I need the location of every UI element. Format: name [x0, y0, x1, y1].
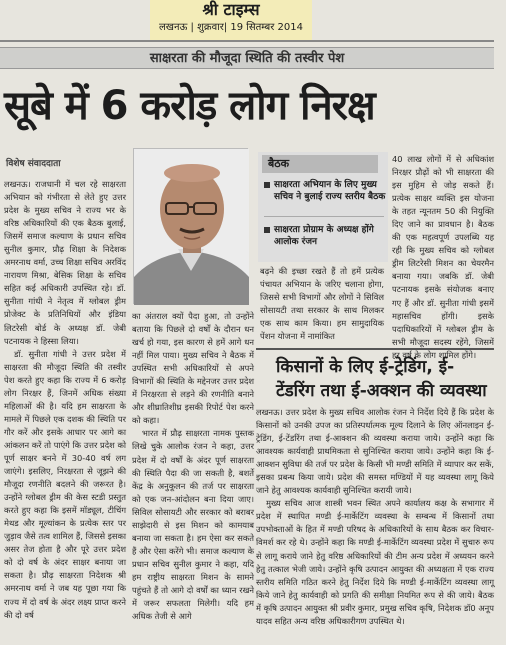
article-paragraph: भारत में प्रौढ़ साक्षरता नामक पुस्तक लिखे चुके आलोक रंजन ने कहा, उत्तर प्रदेश में दो वर्षों के अंदर पूर्ण साक्षरता की स्थिति पैदा की जा सकती है, बशर्ते केंद्र के अनुकूलन की तर्ज पर साक्षरता को एक जन-आंदोलन बना दिया जाए। सिविल सोसायटी और सरकार को बराबर साझेदारी से इस मिशन को कामयाब बनाया जा सकता है। हम ऐसा कर सकते हैं और ऐसा करेंगे भी। समाज कल्याण के प्रधान सचिव सुनील कुमार ने कहा, यदि हम राष्ट्रीय साक्षरता मिशन के सामने पहुंचते हैं तो आगे दो वर्षों का ध्यान रखने में जरूर सफलता मिलेगी। यदि हम अधिक तेजी से आगे: [132, 428, 254, 622]
newspaper-name: श्री टाइम्स: [202, 0, 260, 19]
second-story-headline-line: किसानों के लिए ई-ट्रेडिंग, ई-: [276, 357, 455, 377]
portrait-photo: [133, 148, 248, 304]
article-paragraph: लखनऊ। राजधानी में चल रहे साक्षरता अभियान को गंभीरता से लेते हुए उत्तर प्रदेश के मुख्य सचिव ने राज्य भर के वरिष्ठ अधिकारियों की एक बैठक बुलाई, जिसमें समाज कल्याण के प्रधान सचिव सुनील कुमार, प्रौढ़ शिक्षा के निदेशक अमरनाथ वर्मा, उच्च शिक्षा सचिव अरविंद नारायण मिश्रा, बेसिक शिक्षा के सचिव सहित कई अधिकारी उपस्थित रहे। डॉ. सुनीता गांधी ने नेतृत्व में ग्लोबल ड्रीम प्रोजेक्ट के प्रतिनिधियों और इंडिया लिटरेसी बोर्ड के अध्यक्ष डॉ. जेबी पटनायक ने हिस्सा लिया।: [4, 179, 126, 346]
sidebar-bullet-item: साक्षरता प्रोग्राम के अध्यक्ष होंगे आलोक रंजन: [264, 224, 386, 248]
newspaper-masthead: [150, 0, 312, 40]
second-story-body: [256, 406, 494, 645]
top-rule: [0, 40, 494, 42]
article-column-3: [260, 265, 384, 348]
second-story-headline-line: टेंडरिंग तथा ई-अक्शन की व्यवस्था: [276, 381, 487, 401]
portrait-figure: [134, 149, 249, 305]
sidebar-summary-box: [258, 152, 388, 262]
dateline: लखनऊ | शुक्रवार| 19 सितम्बर 2014: [159, 22, 303, 33]
story-subhead: साक्षरता की मौजूदा स्थिति की तस्वीर पेश: [0, 47, 494, 69]
sidebar-divider: [264, 216, 384, 217]
article-paragraph: 40 लाख लोगों में से अधिकांश निरक्षर प्रौढ़ों को भी साक्षरता की इस मुहिम से जोड़ सकते हैं। प्रत्येक साक्षर व्यक्ति इस योजना के तहत न्यूनतम 50 की नियुक्ति दिए जाने का प्रावधान है। बैठक की एक महत्वपूर्ण उपलब्धि यह रही कि मुख्य सचिव को ग्लोबल ड्रीम लिटरेसी मिशन का चेयरमैन बनाया गया। जबकि डॉ. जेबी पटनायक इसके संयोजक बनाए गए हैं और डॉ. सुनीता गांधी इसमें महासचिव होंगी। इसके पदाधिकारियों में ग्लोबल ड्रीम के सभी मौजूदा सदस्य रहेंगे, जिसमें हर वर्ष के लोग शामिल होंगे।: [392, 154, 494, 360]
article-paragraph: लखनऊ। उत्तर प्रदेश के मुख्य सचिव आलोक रंजन ने निर्देश दिये हैं कि प्रदेश के किसानों को उनकी उपज का प्रतिस्पर्धात्मक मूल्य दिलाने के लिए ऑनलाइन ई-ट्रेडिंग, ई-टेंडरिंग तथा ई-आक्शन की व्यवस्था कराया जाये। उन्होंने कहा कि आवश्यक कार्यवाही प्राथमिकता से सुनिश्चित कराया जाये। उन्होंने कहा कि ई-आक्शन सुविधा की तर्ज पर प्रदेश के किसी भी मण्डी समिति में व्यापार कर सकें, इसका प्रबन्ध किया जाये। प्रदेश की समस्त मण्डियों में यह व्यवस्था लागू किये जाने हेतु आवश्यक कार्यवाही सुनिश्चित करायी जाये।: [256, 407, 494, 496]
article-column-1: [4, 178, 126, 643]
article-column-4: [392, 153, 494, 360]
article-paragraph: डॉ. सुनीता गांधी ने उत्तर प्रदेश में साक्षरता की मौजूदा स्थिति की तस्वीर पेश करते हुए कहा कि राज्य में 6 करोड़ लोग निरक्षर हैं, जिनमें अधिक संख्या महिलाओं की है। यदि हम साक्षरता के मामले में पिछले एक दशक की स्थिति पर गौर करें और इसके आधार पर आगे का आंकलन करें तो पाएंगे कि उत्तर प्रदेश को पूर्ण साक्षर बनने में 30-40 वर्ष लग जाएंगे। इसलिए, निरक्षरता से जूझने की मौजूदा रणनीति बदलने की जरूरत है। उन्होंने ग्लोबल ड्रीम की केस स्टडी प्रस्तुत करते हुए कहा कि इसमें मॉड्यूल, टीचिंग मेथड और मूल्यांकन के प्रत्येक स्तर पर जुड़ाव जैसे तत्व शामिल हैं, जिससे इसका असर तेज होता है और पूरे उत्तर प्रदेश को दो वर्ष के अंदर साक्षर बनाया जा सकता है। प्रौढ़ साक्षरता निदेशक श्री अमरनाथ वर्मा ने जब यह पूछा गया कि राज्य में दो वर्ष के अंदर लक्ष्य प्राप्त करने की दो वर्ष: [4, 348, 126, 620]
article-paragraph: का अंतराल क्यों पैदा हुआ, तो उन्होंने बताया कि पिछले दो वर्षों के दौरान धन खर्च हो गया, इस कारण से हमें आगे धन नहीं मिल पाया। मुख्य सचिव ने बैठक में उपस्थित सभी अधिकारियों से अपने विभागों की स्थिति के मद्देनजर उत्तर प्रदेश में निरक्षरता से लड़ने की रणनीति बनाने और शीघ्रातिशीघ्र इसकी रिपोर्ट पेश करने को कहा।: [132, 311, 254, 426]
second-story-headline: [276, 355, 506, 403]
story-headline: सूबे में 6 करोड़ लोग निरक्ष: [4, 83, 375, 129]
sidebar-bullet-item: साक्षरता अभियान के लिए मुख्य सचिव ने बुलाई राज्य स्तरीय बैठक: [264, 179, 386, 203]
article-paragraph: मुख्य सचिव आज शास्त्री भवन स्थित अपने कार्यालय कक्ष के सभागार में प्रदेश में स्थापित मण्डी ई-मार्केटिंग व्यवस्था के सम्बन्ध में किसानों तथा उपभोक्ताओं के हित में मण्डी परिषद के अधिकारियों के साथ बैठक कर विचार-विमर्श कर रहे थे। उन्होंने कहा कि मण्डी ई-मार्केटिंग व्यवस्था प्रदेश में सुचारु रूप से लागू कराये जाने हेतु वरिष्ठ अधिकारियों की टीम अन्य प्रदेश में अध्ययन करने हेतु तत्काल भेजी जाये। उन्होंने कृषि उत्पादन आयुक्त की अध्यक्षता में एक राज्य स्तरीय समिति गठित करने हेतु निर्देश दिये कि मण्डी ई-मार्केटिंग व्यवस्था लागू किये जाने हेतु कार्यवाही को प्रगति की समीक्षा नियमित रूप से की जाये। बैठक में कृषि उत्पादन आयुक्त श्री प्रवीर कुमार, प्रमुख सचिव कृषि, निदेशक डॉ0 अनूप यादव सहित अन्य वरिष्ठ अधिकारीगण उपस्थित थे।: [256, 498, 494, 626]
article-paragraph: बढ़ने की इच्छा रखते हैं तो हमें प्रत्येक पंचायत अभियान के जरिए चलाना होगा, जिससे सभी विभागों और लोगों ने सिविल सोसायटी तथा सरकार के साथ मिलकर एक साथ काम किया। हम सामुदायिक पेंशन योजना में नामांकित: [260, 266, 384, 342]
sidebar-tag: बैठक: [262, 155, 378, 173]
second-story: [256, 348, 494, 643]
byline: विशेष संवाददाता: [6, 159, 61, 169]
article-column-2: [132, 310, 254, 643]
